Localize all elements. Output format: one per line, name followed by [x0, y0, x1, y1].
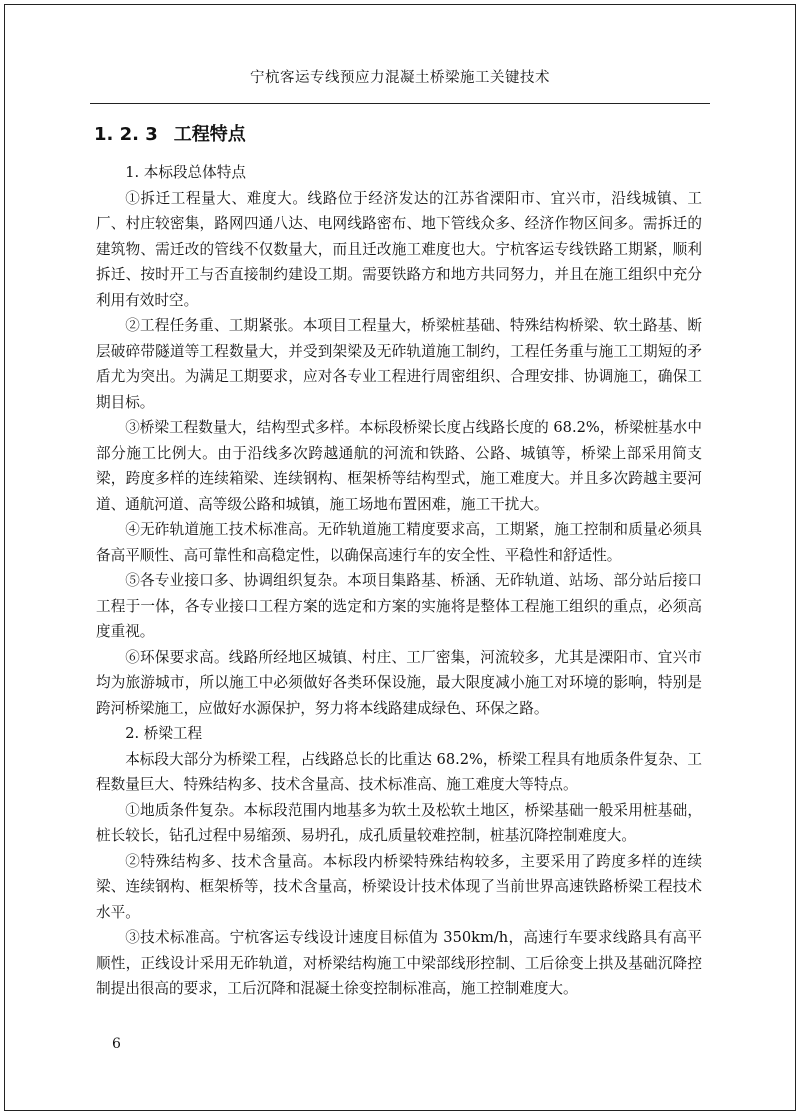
paragraph: ①拆迁工程量大、难度大。线路位于经济发达的江苏省溧阳市、宜兴市，沿线城镇、工厂、村庄较密集，路网四通八达、电网线路密布、地下管线众多、经济作物区间多。需拆迁的建筑物、需迁改的管线不仅数量大，而且迁改施工难度也大。宁杭客运专线铁路工期紧，顺利拆迁、按时开工与否直接制约建设工期。需要铁路方和地方共同努力，并且在施工组织中充分利用有效时空。: [96, 189, 702, 309]
paragraph: ⑥环保要求高。线路所经地区城镇、村庄、工厂密集，河流较多，尤其是溧阳市、宜兴市均为旅游城市，所以施工中必须做好各类环保设施，最大限度减小施工对环境的影响，特别是跨河桥梁施工，应做好水源保护，努力将本线路建成绿色、环保之路。: [96, 648, 702, 717]
paragraph: ⑤各专业接口多、协调组织复杂。本项目集路基、桥涵、无砟轨道、站场、部分站后接口工程于一体，各专业接口工程方案的选定和方案的实施将是整体工程施工组织的重点，必须高度重视。: [96, 572, 702, 640]
paragraph: ③桥梁工程数量大，结构型式多样。本标段桥梁长度占线路长度的 68.2%，桥梁桩基水中部分施工比例大。由于沿线多次跨越通航的河流和铁路、公路、城镇等，桥梁上部采用简支梁，跨度多样的连续箱梁、连续钢构、框架桥等结构型式，施工难度大。并且多次跨越主要河道、通航河道、高等级公路和城镇，施工场地布置困难，施工干扰大。: [96, 419, 702, 513]
subheading-overall: 1. 本标段总体特点: [125, 164, 246, 181]
paragraph: ③技术标准高。宁杭客运专线设计速度目标值为 350km/h，高速行车要求线路具有高平顺性，正线设计采用无砟轨道，对桥梁结构施工中梁部线形控制、工后徐变上拱及基础沉降控制提出很高的要求，工后沉降和混凝土徐变控制标准高，施工控制难度大。: [96, 929, 702, 997]
section-heading: [94, 120, 246, 146]
running-header: 宁杭客运专线预应力混凝土桥梁施工关键技术: [250, 70, 550, 86]
header-rule: [90, 103, 710, 104]
paragraph: ①地质条件复杂。本标段范围内地基多为软土及松软土地区，桥梁基础一般采用桩基础，桩长较长，钻孔过程中易缩颈、易坍孔，成孔质量较难控制，桩基沉降控制难度大。: [96, 801, 702, 844]
paragraph: ④无砟轨道施工技术标准高。无砟轨道施工精度要求高，工期紧，施工控制和质量必须具备高平顺性、高可靠性和高稳定性，以确保高速行车的安全性、平稳性和舒适性。: [96, 521, 702, 564]
body-text: [96, 160, 702, 1002]
paragraph: ②工程任务重、工期紧张。本项目工程量大，桥梁桩基础、特殊结构桥梁、软土路基、断层破碎带隧道等工程数量大，并受到架梁及无砟轨道施工制约，工程任务重与施工工期短的矛盾尤为突出。为满足工期要求，应对各专业工程进行周密组织、合理安排、协调施工，确保工期目标。: [96, 317, 702, 411]
subheading-bridge: 2. 桥梁工程: [125, 725, 203, 742]
page-number: 6: [112, 1036, 121, 1052]
paragraph: ②特殊结构多、技术含量高。本标段内桥梁特殊结构较多，主要采用了跨度多样的连续梁、连续钢构、框架桥等，技术含量高，桥梁设计技术体现了当前世界高速铁路桥梁工程技术水平。: [96, 852, 702, 921]
paragraph: 本标段大部分为桥梁工程，占线路总长的比重达 68.2%，桥梁工程具有地质条件复杂、工程数量巨大、特殊结构多、技术含量高、技术标准高、施工难度大等特点。: [96, 750, 702, 793]
section-title: 工程特点: [173, 124, 246, 145]
section-number: 1. 2. 3: [94, 124, 158, 145]
